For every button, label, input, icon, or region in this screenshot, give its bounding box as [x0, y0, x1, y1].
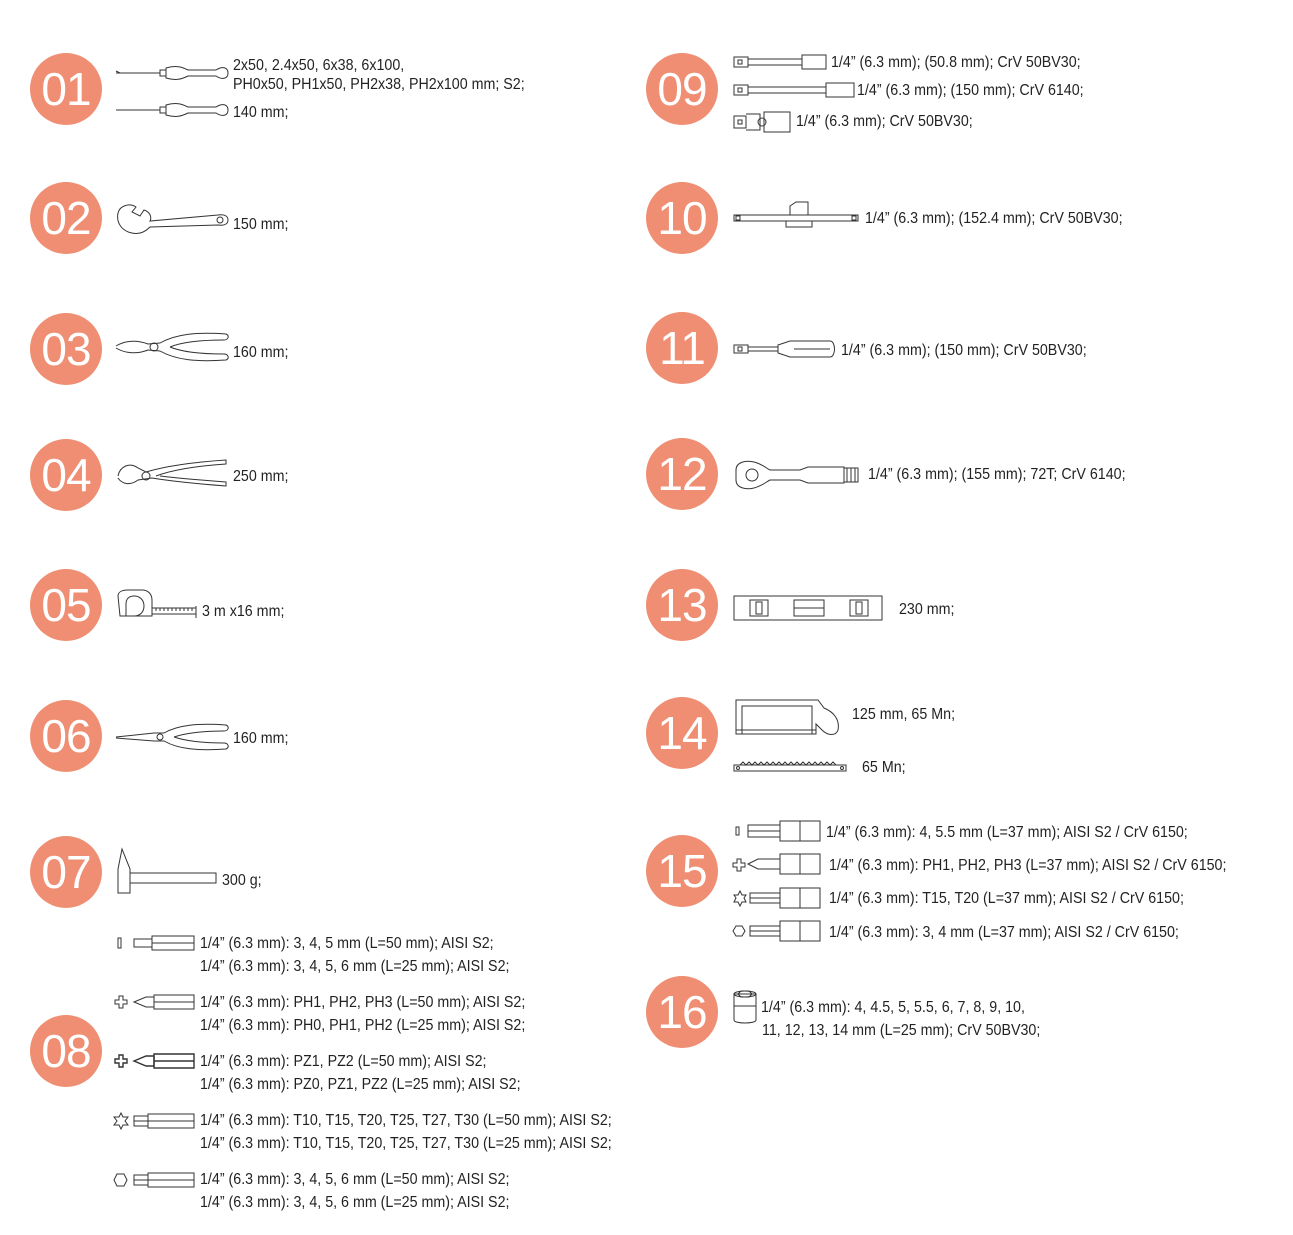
item-spec-text: 160 mm; [233, 344, 289, 361]
t-bar-handle-icon [734, 200, 860, 235]
item-spec-text: 1/4” (6.3 mm): 4, 5.5 mm (L=37 mm); AISI S2 / CrV 6150; [826, 824, 1188, 841]
item-spec-text: 230 mm; [899, 601, 955, 618]
item-number-badge: 05 [30, 569, 102, 641]
torx-bit-socket-icon [732, 887, 824, 914]
item-spec-text: 1/4” (6.3 mm): 3, 4, 5, 6 mm (L=25 mm); AISI S2; [200, 1194, 510, 1211]
item-spec-text: 140 mm; [233, 104, 289, 121]
item-spec-text: 150 mm; [233, 216, 289, 233]
item-spec-text: 1/4” (6.3 mm): PZ1, PZ2 (L=50 mm); AISI S2; [200, 1053, 487, 1070]
item-number-badge: 08 [30, 1015, 102, 1087]
item-spec-text: 1/4” (6.3 mm): PH1, PH2, PH3 (L=50 mm); AISI S2; [200, 994, 526, 1011]
hacksaw-icon [734, 696, 844, 743]
item-number-badge: 12 [646, 438, 718, 510]
item-number-badge: 15 [646, 835, 718, 907]
item-number-badge: 13 [646, 569, 718, 641]
long-nose-pliers-icon [116, 721, 228, 758]
item-spec-text: 125 mm, 65 Mn; [852, 706, 956, 723]
phillips-bit-icon [114, 993, 196, 1016]
combination-pliers-icon [116, 330, 228, 367]
item-number-badge: 03 [30, 313, 102, 385]
ratchet-handle-icon [734, 460, 860, 495]
tape-measure-icon [116, 590, 200, 625]
item-spec-text: 3 m x16 mm; [202, 603, 285, 620]
flat-bit-socket-icon [734, 820, 824, 847]
pozidriv-bit-icon [114, 1052, 196, 1075]
item-spec-text: 1/4” (6.3 mm); (50.8 mm); CrV 50BV30; [831, 54, 1081, 71]
item-spec-text: 1/4” (6.3 mm): 3, 4, 5 mm (L=50 mm); AISI S2; [200, 935, 494, 952]
item-spec-text: 1/4” (6.3 mm): 4, 4.5, 5, 5.5, 6, 7, 8, 9, 10, [761, 999, 1025, 1016]
item-number-badge: 04 [30, 439, 102, 511]
item-spec-text: 2x50, 2.4x50, 6x38, 6x100, [233, 57, 405, 74]
item-spec-text: 1/4” (6.3 mm): 3, 4 mm (L=37 mm); AISI S2 / CrV 6150; [829, 924, 1179, 941]
torx-bit-icon [112, 1112, 196, 1135]
socket-icon [732, 990, 758, 1031]
spirit-level-icon [734, 594, 884, 627]
item-spec-text: 1/4” (6.3 mm): T10, T15, T20, T25, T27, T30 (L=25 mm); AISI S2; [200, 1135, 612, 1152]
item-spec-text: 11, 12, 13, 14 mm (L=25 mm); CrV 50BV30; [762, 1022, 1041, 1039]
water-pump-pliers-icon [116, 458, 228, 495]
screwdriver-small-icon [116, 102, 228, 123]
extension-bar-long-icon [734, 82, 856, 103]
hex-bit-socket-icon [732, 920, 824, 947]
item-spec-text: 1/4” (6.3 mm): 3, 4, 5, 6 mm (L=50 mm); AISI S2; [200, 1171, 510, 1188]
item-spec-text: 1/4” (6.3 mm): PH0, PH1, PH2 (L=25 mm); AISI S2; [200, 1017, 526, 1034]
item-spec-text: PH0x50, PH1x50, PH2x38, PH2x100 mm; S2; [233, 76, 525, 93]
item-number-badge: 02 [30, 182, 102, 254]
item-spec-text: 250 mm; [233, 468, 289, 485]
item-spec-text: 160 mm; [233, 730, 289, 747]
item-spec-text: 1/4” (6.3 mm): T15, T20 (L=37 mm); AISI S2 / CrV 6150; [829, 890, 1184, 907]
item-number-badge: 06 [30, 700, 102, 772]
flat-bit-icon [116, 934, 196, 957]
screwdriver-flat-icon [116, 64, 228, 87]
hammer-icon [116, 849, 218, 904]
item-number-badge: 11 [646, 312, 718, 384]
item-number-badge: 10 [646, 182, 718, 254]
item-spec-text: 1/4” (6.3 mm): 3, 4, 5, 6 mm (L=25 mm); AISI S2; [200, 958, 510, 975]
item-number-badge: 14 [646, 697, 718, 769]
item-spec-text: 1/4” (6.3 mm): PZ0, PZ1, PZ2 (L=25 mm); AISI S2; [200, 1076, 521, 1093]
item-spec-text: 1/4” (6.3 mm); (155 mm); 72T; CrV 6140; [868, 466, 1126, 483]
item-spec-text: 1/4” (6.3 mm); (150 mm); CrV 6140; [857, 82, 1084, 99]
universal-joint-icon [734, 110, 792, 139]
item-spec-text: 1/4” (6.3 mm): T10, T15, T20, T25, T27, T30 (L=50 mm); AISI S2; [200, 1112, 612, 1129]
item-spec-text: 65 Mn; [862, 759, 906, 776]
spinner-handle-icon [734, 339, 838, 364]
saw-blade-icon [734, 761, 848, 780]
hex-bit-icon [112, 1171, 196, 1194]
extension-bar-short-icon [734, 54, 828, 75]
item-spec-text: 300 g; [222, 872, 262, 889]
item-spec-text: 1/4” (6.3 mm); (150 mm); CrV 50BV30; [841, 342, 1087, 359]
adjustable-wrench-icon [116, 203, 228, 242]
item-spec-text: 1/4” (6.3 mm); (152.4 mm); CrV 50BV30; [865, 210, 1123, 227]
phillips-bit-socket-icon [732, 853, 824, 880]
item-number-badge: 07 [30, 836, 102, 908]
item-spec-text: 1/4” (6.3 mm); CrV 50BV30; [796, 113, 973, 130]
item-spec-text: 1/4” (6.3 mm): PH1, PH2, PH3 (L=37 mm); AISI S2 / CrV 6150; [829, 857, 1227, 874]
item-number-badge: 16 [646, 976, 718, 1048]
item-number-badge: 01 [30, 53, 102, 125]
item-number-badge: 09 [646, 53, 718, 125]
